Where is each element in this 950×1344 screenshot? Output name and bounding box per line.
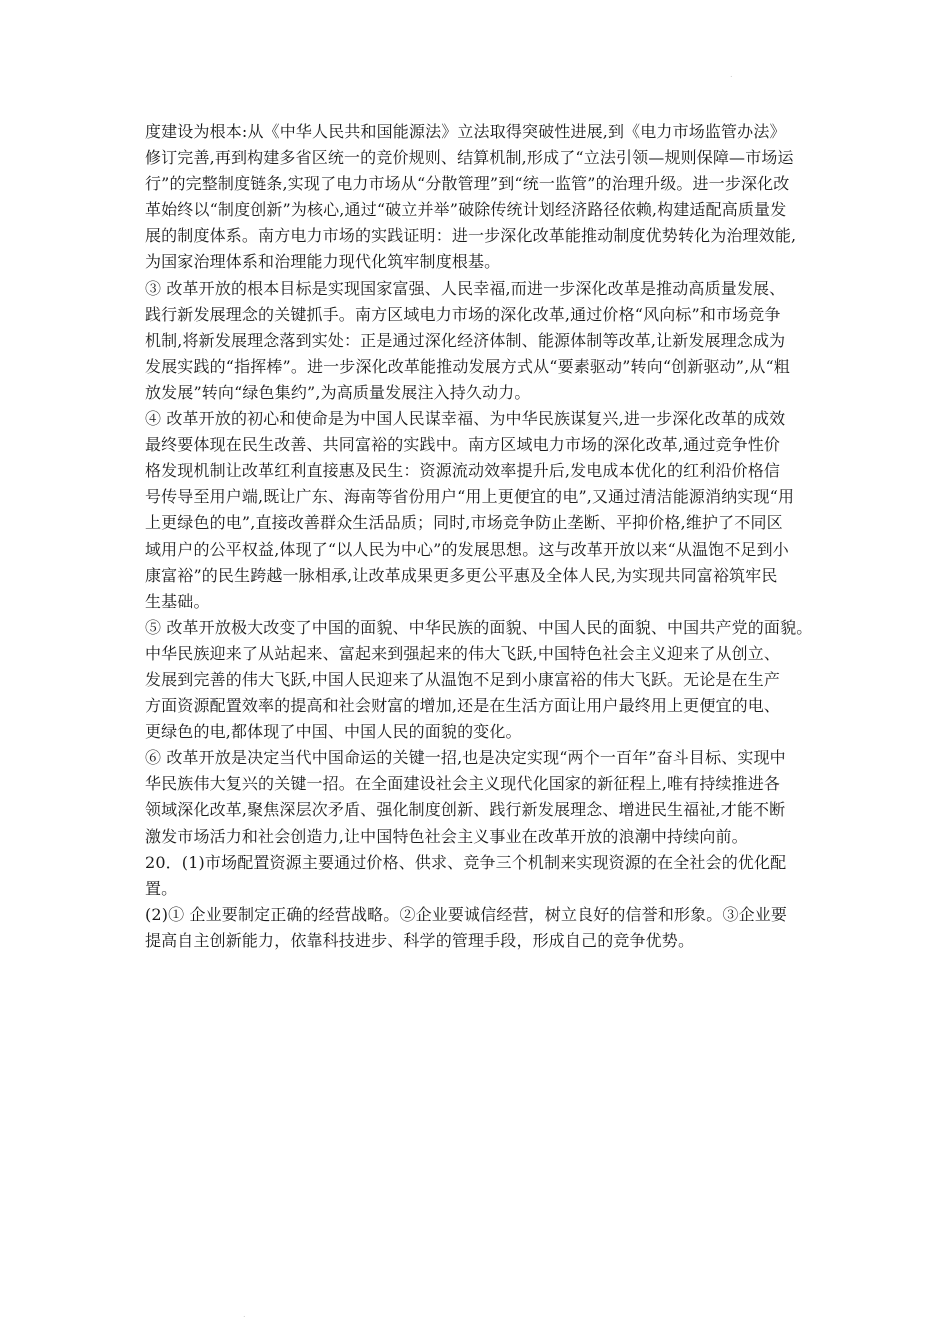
text-line: 生基础。 [145, 591, 210, 611]
text-line: 20．(1)市场配置资源主要通过价格、供求、竞争三个机制来实现资源的在全社会的优化配 [145, 852, 787, 872]
text-line: 格发现机制让改革红利直接惠及民生：资源流动效率提升后,发电成本优化的红利沿价格信 [145, 461, 781, 481]
text-line: 康富裕”的民生跨越一脉相承,让改革成果更多更公平惠及全体人民,为实现共同富裕筑牢民 [145, 565, 778, 585]
text-line: 展的制度体系。南方电力市场的实践证明：进一步深化改革能推动制度优势转化为治理效能, [145, 226, 797, 246]
text-line: 行”的完整制度链条,实现了电力市场从“分散管理”到“统一监管”的治理升级。进一步深化改 [145, 174, 790, 194]
text-line: 上更绿色的电”,直接改善群众生活品质；同时,市场竞争防止垄断、平抑价格,维护了不同区 [145, 513, 783, 533]
footer-mark: . [243, 1310, 246, 1319]
text-line: 更绿色的电,都体现了中国、中国人民的面貌的变化。 [145, 722, 522, 742]
text-line: ⑤ 改革开放极大改变了中国的面貌、中华民族的面貌、中国人民的面貌、中国共产党的面貌。 [145, 617, 813, 637]
text-line: 放发展”转向“绿色集约”,为高质量发展注入持久动力。 [145, 382, 531, 402]
text-line: 中华民族迎来了从站起来、富起来到强起来的伟大飞跃,中国特色社会主义迎来了从创立、 [145, 643, 781, 663]
text-line: (2)① 企业要制定正确的经营战略。②企业要诚信经营，树立良好的信誉和形象。③企业要 [145, 904, 788, 924]
text-line: 度建设为根本:从《中华人民共和国能源法》立法取得突破性进展,到《电力市场监管办法》 [145, 122, 786, 141]
text-line: 发展到完善的伟大飞跃,中国人民迎来了从温饱不足到小康富裕的伟大飞跃。无论是在生产 [145, 669, 781, 689]
text-line: 华民族伟大复兴的关键一招。在全面建设社会主义现代化国家的新征程上,唯有持续推进各 [145, 774, 781, 794]
text-line: 践行新发展理念的关键抓手。南方区域电力市场的深化改革,通过价格“风向标”和市场竞争 [145, 304, 781, 324]
header-mark: . [730, 70, 733, 79]
text-line: 修订完善,再到构建多省区统一的竞价规则、结算机制,形成了“立法引领—规则保障—市场运 [145, 148, 794, 168]
text-line: ③ 改革开放的根本目标是实现国家富强、人民幸福,而进一步深化改革是推动高质量发展、 [145, 278, 786, 298]
text-line: 方面资源配置效率的提高和社会财富的增加,还是在生活方面让用户最终用上更便宜的电、 [145, 696, 781, 716]
text-line: 领域深化改革,聚焦深层次矛盾、强化制度创新、践行新发展理念、增进民生福祉,才能不断 [145, 800, 786, 820]
text-line: 机制,将新发展理念落到实处：正是通过深化经济体制、能源体制等改革,让新发展理念成为 [145, 330, 786, 350]
text-line: 激发市场活力和社会创造力,让中国特色社会主义事业在改革开放的浪潮中持续向前。 [145, 826, 748, 846]
text-line: 发展实践的“指挥棒”。进一步深化改革能推动发展方式从“要素驱动”转向“创新驱动”,从“粗 [145, 356, 790, 376]
text-line: 置。 [145, 878, 178, 898]
text-line: ④ 改革开放的初心和使命是为中国人民谋幸福、为中华民族谋复兴,进一步深化改革的成效 [145, 409, 786, 429]
text-line: 域用户的公平权益,体现了“以人民为中心”的发展思想。这与改革开放以来“从温饱不足到小 [145, 539, 789, 559]
answer-text-block [145, 119, 845, 954]
text-line: 革始终以“制度创新”为核心,通过“破立并举”破除传统计划经济路径依赖,构建适配高质量发 [145, 200, 787, 220]
text-line: 最终要体现在民生改善、共同富裕的实践中。南方区域电力市场的深化改革,通过竞争性价 [145, 435, 781, 455]
text-line: 号传导至用户端,既让广东、海南等省份用户“用上更便宜的电”,又通过清洁能源消纳实现“用 [145, 487, 795, 507]
text-line: ⑥ 改革开放是决定当代中国命运的关键一招,也是决定实现“两个一百年”奋斗目标、实现中 [145, 748, 786, 768]
text-line: 提高自主创新能力，依靠科技进步、科学的管理手段，形成自己的竞争优势。 [145, 930, 695, 950]
text-line: 为国家治理体系和治理能力现代化筑牢制度根基。 [145, 252, 501, 272]
